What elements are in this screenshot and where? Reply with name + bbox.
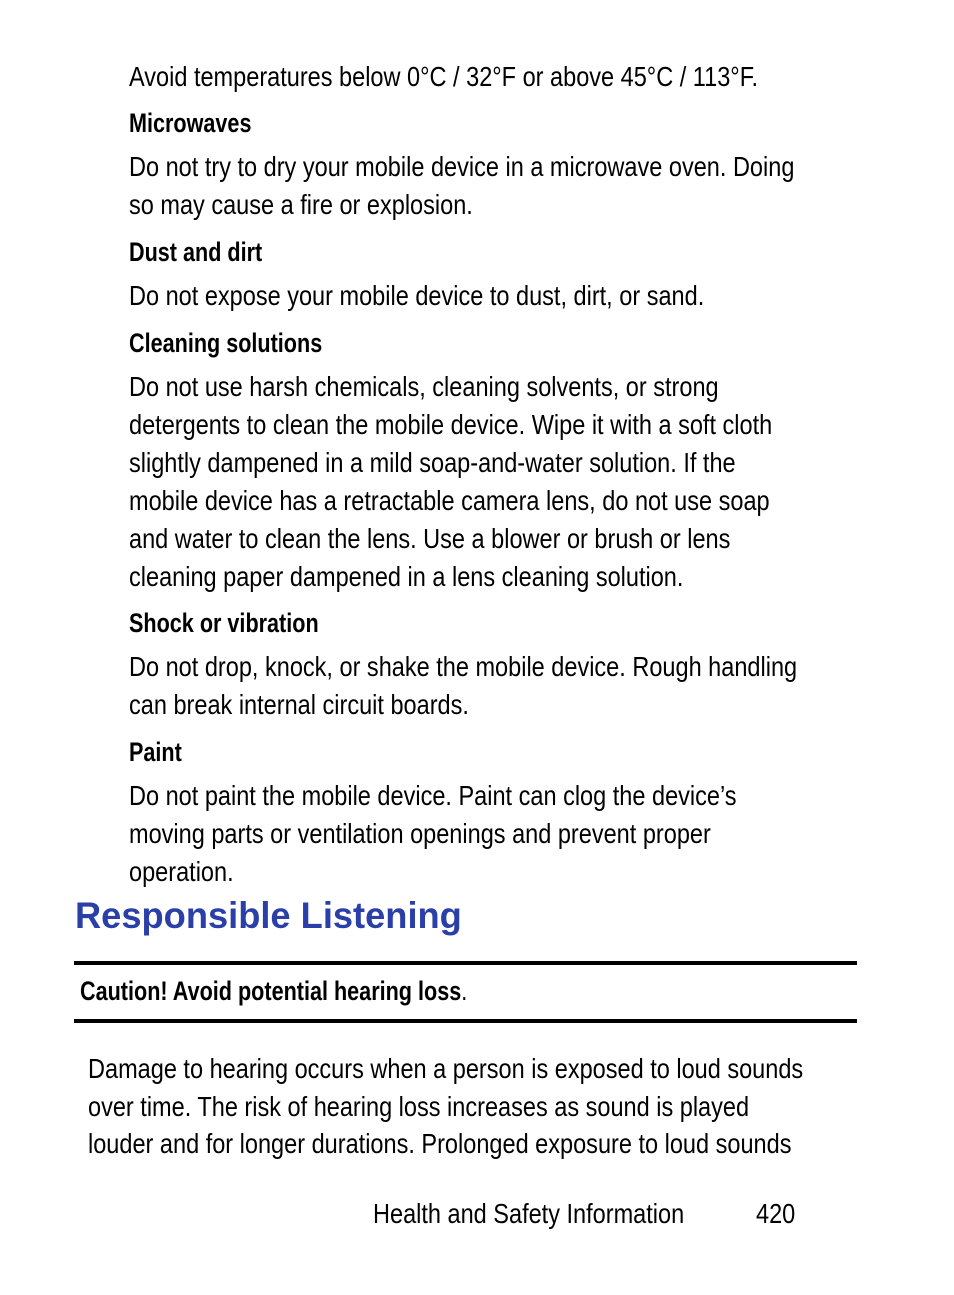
paragraph-line: so may cause a fire or explosion. (129, 189, 473, 220)
section-title-responsible-listening: Responsible Listening (75, 895, 462, 936)
paragraph-line: Do not use harsh chemicals, cleaning solvents, or strong (129, 371, 719, 402)
paragraph-microwaves (129, 148, 794, 224)
paragraph-cleaning-solutions (129, 368, 772, 596)
caution-bottom-rule (74, 1019, 857, 1023)
paragraph-line: cleaning paper dampened in a lens cleaning solution. (129, 561, 684, 592)
caution-bold: Caution! Avoid potential hearing loss (80, 976, 462, 1006)
caution-top-rule (74, 961, 857, 965)
intro-line: Avoid temperatures below 0°C / 32°F or above 45°C / 113°F. (129, 61, 759, 92)
caution-end: . (461, 976, 468, 1006)
footer-page-number: 420 (756, 1198, 796, 1229)
paragraph-line: mobile device has a retractable camera lens, do not use soap (129, 485, 770, 516)
paragraph-line: Do not drop, knock, or shake the mobile device. Rough handling (129, 651, 798, 682)
paragraph-dust-and-dirt (129, 277, 704, 315)
paragraph-shock-or-vibration (129, 648, 797, 724)
paragraph-line: louder and for longer durations. Prolonged exposure to loud sounds (88, 1128, 792, 1159)
heading-cleaning-solutions: Cleaning solutions (129, 328, 323, 358)
paragraph-line: and water to clean the lens. Use a blower or brush or lens (129, 523, 731, 554)
paragraph-paint (129, 777, 737, 891)
heading-microwaves: Microwaves (129, 108, 252, 138)
paragraph-line: detergents to clean the mobile device. Wipe it with a soft cloth (129, 409, 773, 440)
paragraph-line: slightly dampened in a mild soap-and-water solution. If the (129, 447, 736, 478)
paragraph-line: Damage to hearing occurs when a person is exposed to loud sounds (88, 1053, 804, 1084)
heading-paint: Paint (129, 737, 182, 767)
footer-section-name: Health and Safety Information (373, 1198, 685, 1229)
paragraph-hearing-damage (88, 1050, 803, 1163)
paragraph-line: Do not try to dry your mobile device in a microwave oven. Doing (129, 151, 795, 182)
intro-text (129, 58, 758, 96)
heading-dust-and-dirt: Dust and dirt (129, 237, 263, 267)
paragraph-line: Do not paint the mobile device. Paint can clog the device’s (129, 780, 737, 811)
heading-shock-or-vibration: Shock or vibration (129, 608, 319, 638)
paragraph-line: operation. (129, 856, 234, 887)
caution-text (80, 975, 467, 1007)
paragraph-line: over time. The risk of hearing loss increases as sound is played (88, 1090, 750, 1122)
paragraph-line: can break internal circuit boards. (129, 689, 469, 720)
paragraph-line: moving parts or ventilation openings and prevent proper (129, 818, 711, 849)
paragraph-line: Do not expose your mobile device to dust, dirt, or sand. (129, 280, 705, 311)
